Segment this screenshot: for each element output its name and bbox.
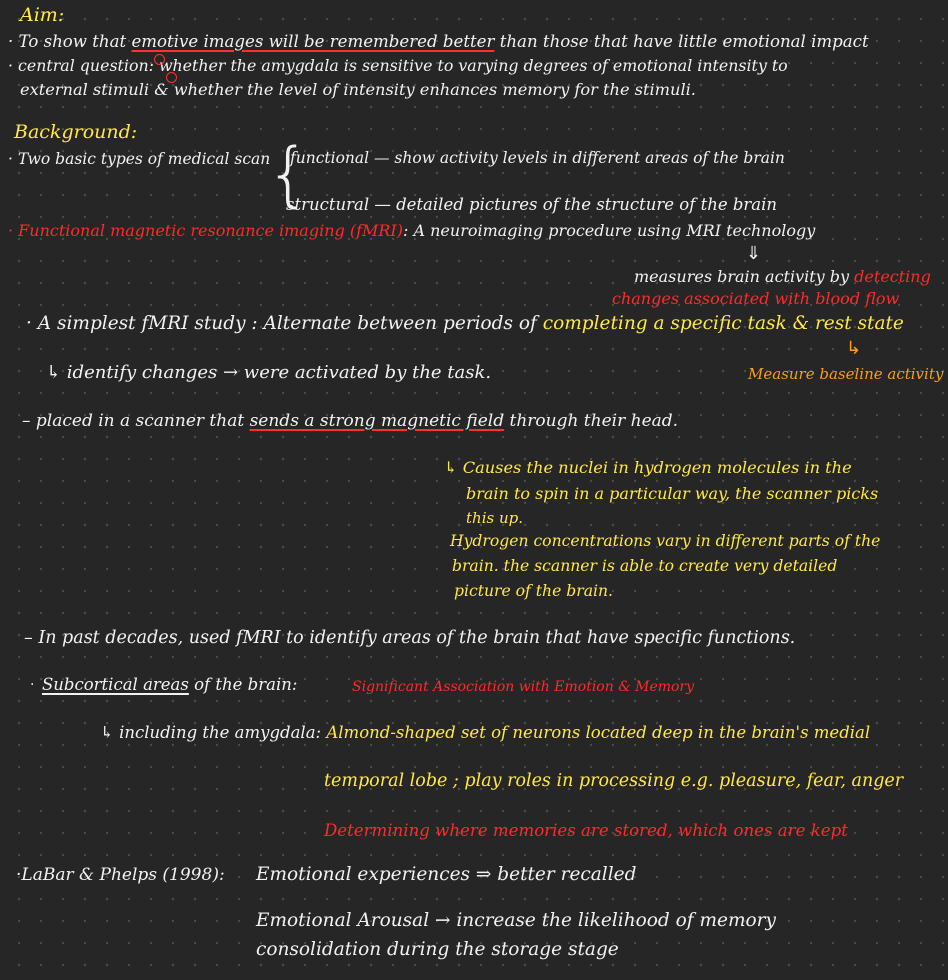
nuclei-line-1: ↳ Causes the nuclei in hydrogen molecules in the [444,458,852,477]
scan-intro: · Two basic types of medical scan [8,150,271,168]
measures-detecting: detecting [854,267,931,286]
scanner-text-end: through their head. [504,411,679,431]
past-decades-line: – In past decades, used fMRI to identify areas of the brain that have specific functions. [24,628,796,648]
labar-arousal-2: consolidation during the storage stage [256,939,619,960]
background-heading: Background: [14,121,138,143]
scan-structural: structural — detailed pictures of the structure of the brain [286,195,778,214]
aim-heading: Aim: [20,4,65,26]
measures-line [634,268,931,286]
fmri-definition: : A neuroimaging procedure using MRI technology [403,221,816,240]
amygdala-definition: Almond-shaped set of neurons located deep in the brain's medial [326,723,871,742]
subcortical-association: Significant Association with Emotion & Memory [352,679,695,695]
fmri-name: · Functional magnetic resonance imaging (fMRI) [8,221,403,240]
scanner-magnetic-field: sends a strong magnetic field [249,411,505,431]
baseline-note: Measure baseline activity [748,365,944,383]
identify-changes: ↳ identify changes → were activated by the task. [46,362,492,383]
labar-citation: ·LaBar & Phelps (1998): [16,865,225,885]
scanner-line [22,412,678,432]
labar-arousal-1: Emotional Arousal → increase the likelihood of memory [256,910,776,931]
aim-emotive-images: emotive images will be remembered better [131,32,495,51]
brace-icon: { [266,133,311,215]
measures-text: measures brain activity by [634,267,855,286]
amygdala-intro: ↳ including the amygdala: [100,723,322,742]
bullet-dot: · [30,677,35,693]
scan-functional: functional — show activity levels in different areas of the brain [290,149,785,167]
subcortical-text: of the brain: [188,675,298,694]
red-circle-mark [154,54,165,65]
down-double-arrow-icon: ⇓ [746,243,762,264]
subcortical-line [42,676,297,695]
simplest-study-task: completing a specific task & rest state [542,313,904,334]
aim-line-1-end: than those that have little emotional impact [494,32,869,51]
rest-state-arrow-icon: ↳ [846,338,862,359]
aim-line-2: · central question: whether the amygdala is sensitive to varying degrees of emotional intensity to [8,56,788,75]
aim-line-1-start: · To show that [8,32,132,51]
hydrogen-line-2: brain. the scanner is able to create very detailed [452,557,838,575]
nuclei-line-2: brain to spin in a particular way, the scanner picks [466,484,879,503]
memory-storage-note: Determining where memories are stored, which ones are kept [324,821,848,840]
aim-line-3: external stimuli & whether the level of intensity enhances memory for the stimuli. [20,80,696,99]
subcortical-areas: Subcortical areas [42,675,189,694]
temporal-lobe-line: temporal lobe ; play roles in processing e.g. pleasure, fear, anger [324,771,904,791]
simplest-study-text: · A simplest fMRI study : Alternate between periods of [26,313,543,334]
simplest-study-line [26,313,904,334]
nuclei-line-3: this up. [466,509,523,527]
labar-recall: Emotional experiences ⇒ better recalled [256,864,637,885]
amygdala-line [100,724,870,743]
measures-blood-flow: changes associated with blood flow [612,289,900,308]
fmri-line [8,222,815,240]
scanner-text: – placed in a scanner that [22,411,250,431]
red-circle-mark [166,72,177,83]
hydrogen-line-1: Hydrogen concentrations vary in different parts of the [450,532,881,550]
aim-line-1 [8,32,869,51]
hydrogen-line-3: picture of the brain. [454,582,613,600]
